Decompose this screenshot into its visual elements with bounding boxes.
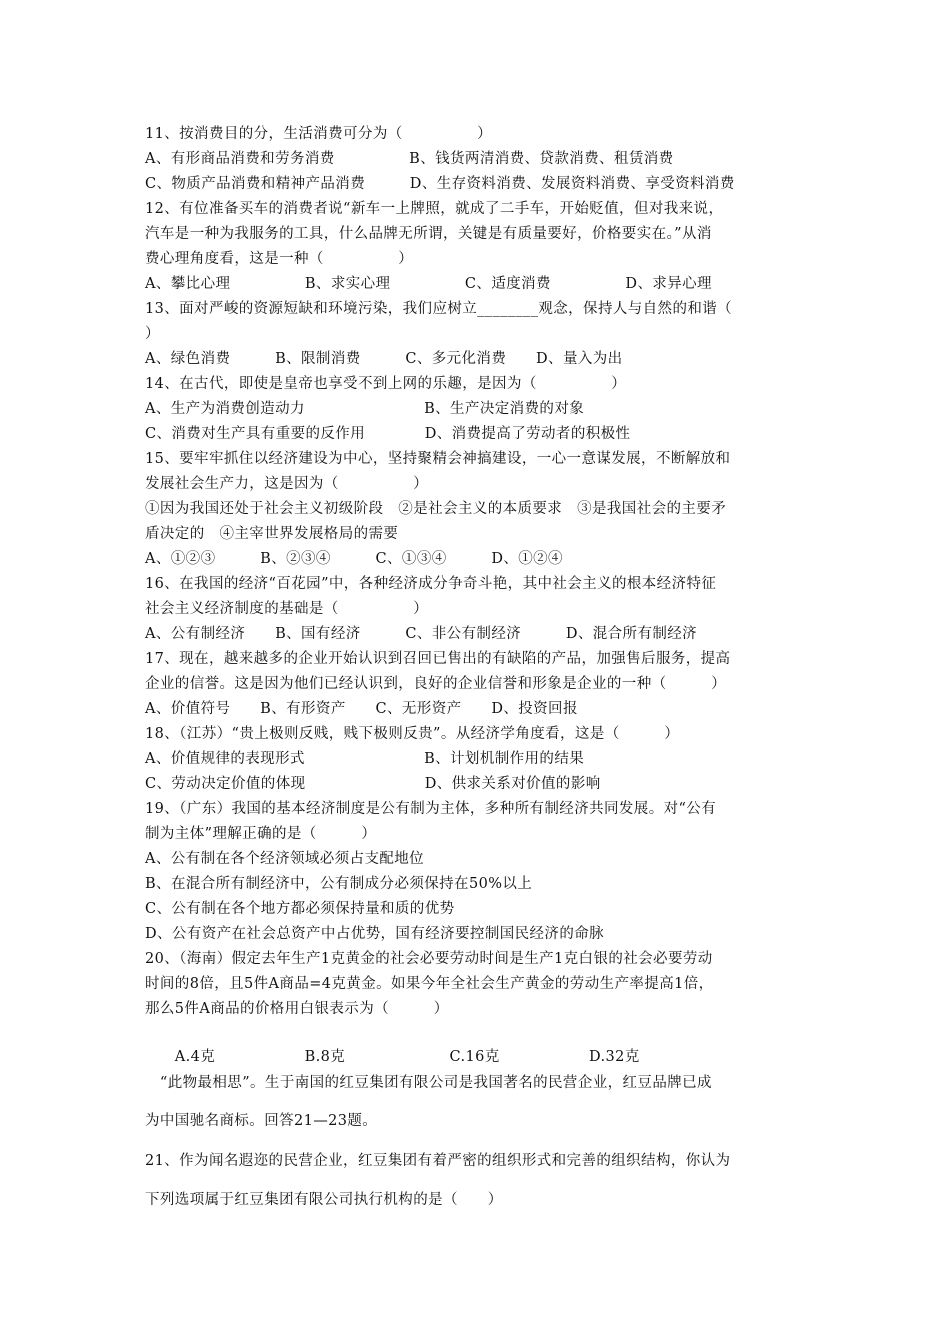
passage-line-1: “此物最相思”。生于南国的红豆集团有限公司是我国著名的民营企业，红豆品牌已成 xyxy=(145,1075,712,1091)
question-16-stem-line-2: 社会主义经济制度的基础是（ ） xyxy=(145,601,429,617)
question-15-stem-line-1: 15、要牢牢抓住以经济建设为中心，坚持聚精会神搞建设，一心一意谋发展，不断解放和 xyxy=(145,451,731,467)
question-20-options: A.4克 B.8克 C.16克 D.32克 xyxy=(145,1049,640,1065)
question-19-stem-line-2: 制为主体”理解正确的是（ ） xyxy=(145,826,377,842)
question-13-stem-line-2: ） xyxy=(145,326,160,342)
question-21-stem-line-2: 下列选项属于红豆集团有限公司执行机构的是（ ） xyxy=(145,1192,503,1208)
question-18-stem: 18、（江苏）“贵上极则反贱，贱下极则反贵”。从经济学角度看，这是（ ） xyxy=(145,726,680,742)
question-15-statements-line-1: ①因为我国还处于社会主义初级阶段 ②是社会主义的本质要求 ③是我国社会的主要矛 xyxy=(145,501,727,517)
question-19-option-c: C、公有制在各个地方都必须保持量和质的优势 xyxy=(145,901,455,917)
question-12-stem-line-3: 费心理角度看，这是一种（ ） xyxy=(145,251,414,267)
question-16-stem-line-1: 16、在我国的经济“百花园”中，各种经济成分争奇斗艳，其中社会主义的根本经济特征 xyxy=(145,576,717,592)
question-11-options-cd: C、物质产品消费和精神产品消费 D、生存资料消费、发展资料消费、享受资料消费 xyxy=(145,176,735,192)
question-13-stem-line-1: 13、面对严峻的资源短缺和环境污染，我们应树立________观念，保持人与自然的和谐（ xyxy=(145,301,733,317)
question-17-options: A、价值符号 B、有形资产 C、无形资产 D、投资回报 xyxy=(145,701,578,717)
question-14-options-ab: A、生产为消费创造动力 B、生产决定消费的对象 xyxy=(145,401,585,417)
question-11-stem: 11、按消费目的分，生活消费可分为（ ） xyxy=(145,126,493,142)
question-19-stem-line-1: 19、（广东）我国的基本经济制度是公有制为主体，多种所有制经济共同发展。对“公有 xyxy=(145,801,717,817)
question-14-options-cd: C、消费对生产具有重要的反作用 D、消费提高了劳动者的积极性 xyxy=(145,426,631,442)
question-20-stem-line-3: 那么5件A商品的价格用白银表示为（ ） xyxy=(145,1001,449,1017)
question-19-option-b: B、在混合所有制经济中，公有制成分必须保持在50%以上 xyxy=(145,876,533,892)
question-12-options: A、攀比心理 B、求实心理 C、适度消费 D、求异心理 xyxy=(145,276,712,292)
question-13-options: A、绿色消费 B、限制消费 C、多元化消费 D、量入为出 xyxy=(145,351,623,367)
question-17-stem-line-2: 企业的信誉。这是因为他们已经认识到，良好的企业信誉和形象是企业的一种（ ） xyxy=(145,676,727,692)
question-19-option-d: D、公有资产在社会总资产中占优势，国有经济要控制国民经济的命脉 xyxy=(145,926,605,942)
question-15-statements-line-2: 盾决定的 ④主宰世界发展格局的需要 xyxy=(145,526,399,542)
passage-line-2: 为中国驰名商标。回答21—23题。 xyxy=(145,1113,378,1129)
question-17-stem-line-1: 17、现在，越来越多的企业开始认识到召回已售出的有缺陷的产品，加强售后服务，提高 xyxy=(145,651,731,667)
question-15-stem-line-2: 发展社会生产力，这是因为（ ） xyxy=(145,476,429,492)
question-20-stem-line-2: 时间的8倍，且5件A商品=4克黄金。如果今年全社会生产黄金的劳动生产率提高1倍， xyxy=(145,976,714,992)
question-15-options: A、①②③ B、②③④ C、①③④ D、①②④ xyxy=(145,551,563,567)
question-16-options: A、公有制经济 B、国有经济 C、非公有制经济 D、混合所有制经济 xyxy=(145,626,698,642)
question-18-options-ab: A、价值规律的表现形式 B、计划机制作用的结果 xyxy=(145,751,585,767)
question-19-option-a: A、公有制在各个经济领域必须占支配地位 xyxy=(145,851,425,867)
question-14-stem: 14、在古代，即使是皇帝也享受不到上网的乐趣，是因为（ ） xyxy=(145,376,627,392)
question-18-options-cd: C、劳动决定价值的体现 D、供求关系对价值的影响 xyxy=(145,776,601,792)
question-21-stem-line-1: 21、作为闻名遐迩的民营企业，红豆集团有着严密的组织形式和完善的组织结构，你认为 xyxy=(145,1153,731,1169)
question-11-options-ab: A、有形商品消费和劳务消费 B、钱货两清消费、贷款消费、租赁消费 xyxy=(145,151,674,167)
question-12-stem-line-2: 汽车是一种为我服务的工具，什么品牌无所谓，关键是有质量要好，价格要实在。”从消 xyxy=(145,226,712,242)
question-12-stem-line-1: 12、有位准备买车的消费者说“新车一上牌照，就成了二手车，开始贬值，但对我来说， xyxy=(145,201,724,217)
question-20-stem-line-1: 20、（海南）假定去年生产1克黄金的社会必要劳动时间是生产1克白银的社会必要劳动 xyxy=(145,951,713,967)
